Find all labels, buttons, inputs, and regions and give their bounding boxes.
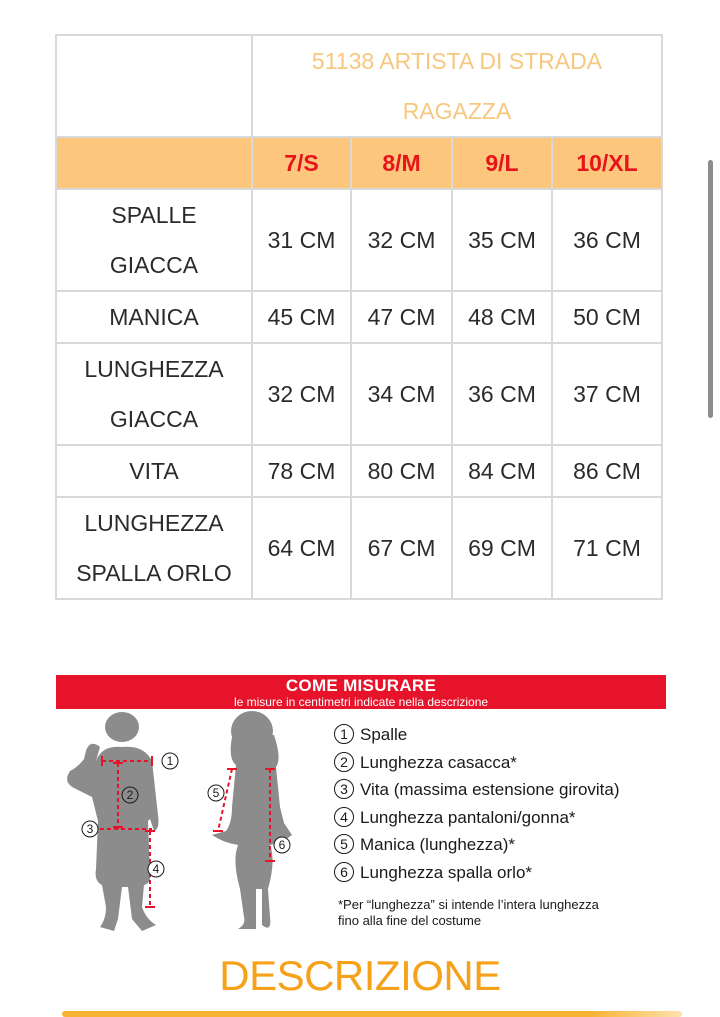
- header-blank-cell: [57, 138, 253, 190]
- circled-number: 4: [334, 807, 354, 827]
- circled-number: 5: [334, 834, 354, 854]
- table-cell: 36 CM: [453, 344, 553, 446]
- table-cell: 45 CM: [253, 292, 352, 344]
- svg-text:3: 3: [86, 822, 94, 836]
- boy-figure: [67, 712, 158, 931]
- svg-text:1: 1: [166, 754, 174, 768]
- measurement-legend: [334, 721, 669, 886]
- table-cell: 78 CM: [253, 446, 352, 498]
- corner-cell: [57, 36, 253, 138]
- measurement-guide: [56, 675, 666, 950]
- legend-item: 1 Spalle: [334, 721, 669, 749]
- table-cell: 50 CM: [553, 292, 663, 344]
- product-title: 51138 ARTISTA DI STRADA RAGAZZA: [253, 36, 663, 138]
- table-cell: 47 CM: [352, 292, 453, 344]
- svg-text:2: 2: [126, 788, 134, 802]
- table-cell: 80 CM: [352, 446, 453, 498]
- table-cell: 71 CM: [553, 498, 663, 600]
- girl-figure: [212, 711, 292, 929]
- row-label: SPALLE GIACCA: [57, 190, 253, 292]
- table-cell: 69 CM: [453, 498, 553, 600]
- size-chart-table: [55, 34, 663, 600]
- size-header: 9/L: [453, 138, 553, 190]
- size-header: 10/XL: [553, 138, 663, 190]
- legend-item: 5 Manica (lunghezza)*: [334, 831, 669, 859]
- length-footnote: *Per “lunghezza” si intende l’intera lunghezza fino alla fine del costume: [338, 897, 599, 928]
- section-title-descrizione: DESCRIZIONE: [219, 952, 501, 999]
- guide-title: COME MISURARE: [285, 676, 437, 695]
- table-cell: 32 CM: [352, 190, 453, 292]
- svg-text:5: 5: [212, 786, 220, 800]
- row-label: MANICA: [57, 292, 253, 344]
- svg-text:4: 4: [152, 862, 160, 876]
- legend-item: 3 Vita (massima estensione girovita): [334, 776, 669, 804]
- row-label: LUNGHEZZA GIACCA: [57, 344, 253, 446]
- table-cell: 64 CM: [253, 498, 352, 600]
- table-cell: 67 CM: [352, 498, 453, 600]
- table-row: [57, 446, 663, 498]
- circled-number: 2: [334, 752, 354, 772]
- table-row: [57, 498, 663, 600]
- section-divider: [62, 1011, 682, 1017]
- legend-item: 4 Lunghezza pantaloni/gonna*: [334, 804, 669, 832]
- table-cell: 36 CM: [553, 190, 663, 292]
- size-header-row: [57, 138, 663, 190]
- legend-item: 2 Lunghezza casacca*: [334, 749, 669, 777]
- row-label: VITA: [57, 446, 253, 498]
- table-row: [57, 292, 663, 344]
- size-header: 8/M: [352, 138, 453, 190]
- child-figures-illustration: [56, 711, 326, 943]
- row-label: LUNGHEZZA SPALLA ORLO: [57, 498, 253, 600]
- table-cell: 37 CM: [553, 344, 663, 446]
- table-row: [57, 344, 663, 446]
- table-cell: 31 CM: [253, 190, 352, 292]
- table-cell: 35 CM: [453, 190, 553, 292]
- circled-number: 6: [334, 862, 354, 882]
- legend-item: 6 Lunghezza spalla orlo*: [334, 859, 669, 887]
- guide-subtitle: le misure in centimetri indicate nella descrizione: [233, 695, 489, 709]
- circled-number: 3: [334, 779, 354, 799]
- circled-number: 1: [334, 724, 354, 744]
- svg-text:6: 6: [278, 838, 286, 852]
- table-row: [57, 190, 663, 292]
- guide-banner: [56, 675, 666, 709]
- table-cell: 48 CM: [453, 292, 553, 344]
- table-cell: 34 CM: [352, 344, 453, 446]
- table-cell: 32 CM: [253, 344, 352, 446]
- table-title-row: [57, 36, 663, 138]
- table-cell: 84 CM: [453, 446, 553, 498]
- scrollbar-thumb[interactable]: [708, 160, 713, 418]
- size-header: 7/S: [253, 138, 352, 190]
- table-cell: 86 CM: [553, 446, 663, 498]
